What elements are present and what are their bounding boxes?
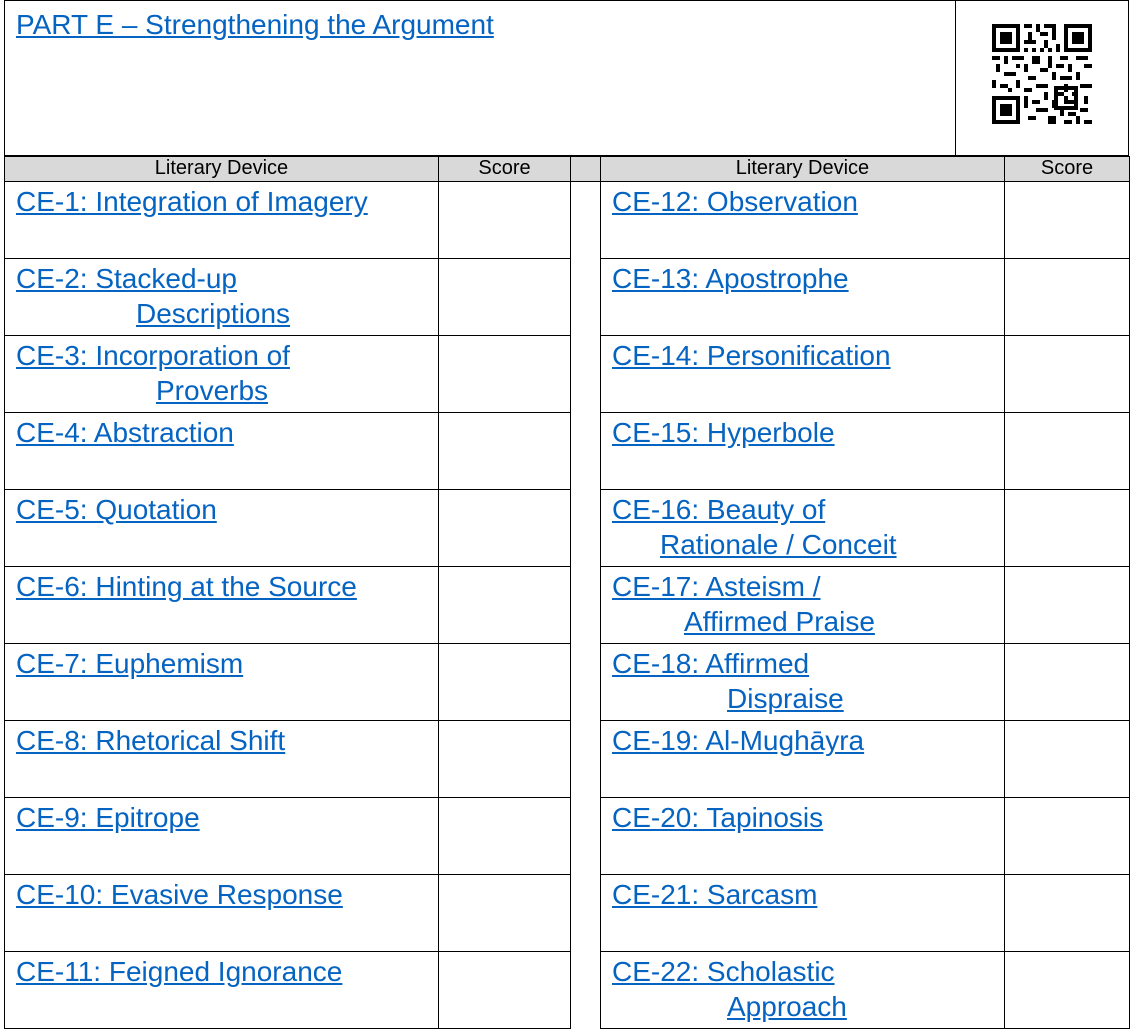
right-score-cell[interactable] <box>1005 490 1130 567</box>
right-device-cell <box>601 336 1005 413</box>
part-header <box>4 0 1129 156</box>
right-device-link[interactable]: CE-21: Sarcasm <box>612 879 818 910</box>
table-row <box>5 336 1130 413</box>
right-device-cell <box>601 259 1005 336</box>
right-device-link[interactable]: CE-17: Asteism / <box>612 571 821 602</box>
right-score-cell[interactable] <box>1005 644 1130 721</box>
right-device-link[interactable]: CE-15: Hyperbole <box>612 417 835 448</box>
table-row <box>5 721 1130 798</box>
right-score-header: Score <box>1005 157 1130 182</box>
left-score-cell[interactable] <box>439 413 571 490</box>
left-device-link[interactable]: CE-5: Quotation <box>16 494 217 525</box>
left-device-link[interactable]: CE-6: Hinting at the Source <box>16 571 357 602</box>
left-device-link[interactable]: CE-2: Stacked-up <box>16 263 237 294</box>
right-device-link-continued[interactable]: Approach <box>727 991 847 1022</box>
left-score-cell[interactable] <box>439 336 571 413</box>
left-score-cell[interactable] <box>439 490 571 567</box>
right-device-link[interactable]: CE-16: Beauty of <box>612 494 826 525</box>
left-device-cell <box>5 875 439 952</box>
literary-device-table <box>4 156 1130 1029</box>
gap-cell <box>571 798 601 875</box>
gap-cell <box>571 644 601 721</box>
right-device-cell <box>601 644 1005 721</box>
right-device-link[interactable]: CE-12: Observation <box>612 186 858 217</box>
right-score-cell[interactable] <box>1005 567 1130 644</box>
right-device-link-continued[interactable]: Affirmed Praise <box>684 606 875 637</box>
left-score-header: Score <box>439 157 571 182</box>
left-device-link[interactable]: CE-11: Feigned Ignorance <box>16 956 343 987</box>
gap-cell <box>571 567 601 644</box>
gap-cell <box>571 336 601 413</box>
right-device-link[interactable]: CE-18: Affirmed <box>612 648 810 679</box>
left-score-cell[interactable] <box>439 182 571 259</box>
gap-cell <box>571 182 601 259</box>
right-score-cell[interactable] <box>1005 336 1130 413</box>
left-device-link[interactable]: CE-7: Euphemism <box>16 648 244 679</box>
left-device-cell <box>5 259 439 336</box>
right-device-link[interactable]: CE-14: Personification <box>612 340 891 371</box>
right-score-cell[interactable] <box>1005 875 1130 952</box>
left-score-cell[interactable] <box>439 721 571 798</box>
left-score-cell[interactable] <box>439 952 571 1029</box>
left-device-cell <box>5 182 439 259</box>
right-score-cell[interactable] <box>1005 721 1130 798</box>
gap-cell <box>571 490 601 567</box>
right-device-cell <box>601 413 1005 490</box>
right-score-cell[interactable] <box>1005 182 1130 259</box>
right-device-cell <box>601 567 1005 644</box>
right-device-link[interactable]: CE-22: Scholastic <box>612 956 835 987</box>
right-score-cell[interactable] <box>1005 259 1130 336</box>
table-row <box>5 644 1130 721</box>
left-device-link[interactable]: CE-3: Incorporation of <box>16 340 290 371</box>
left-device-cell <box>5 952 439 1029</box>
right-device-cell <box>601 875 1005 952</box>
left-device-cell <box>5 644 439 721</box>
table-row <box>5 798 1130 875</box>
table-row <box>5 952 1130 1029</box>
right-device-cell <box>601 798 1005 875</box>
gap-cell <box>571 875 601 952</box>
gap-cell <box>571 413 601 490</box>
left-device-cell <box>5 567 439 644</box>
qr-cell <box>955 1 1128 155</box>
left-device-cell <box>5 490 439 567</box>
left-score-cell[interactable] <box>439 798 571 875</box>
right-device-link[interactable]: CE-13: Apostrophe <box>612 263 849 294</box>
gap-header <box>571 157 601 182</box>
left-device-link[interactable]: CE-8: Rhetorical Shift <box>16 725 286 756</box>
left-device-link[interactable]: CE-10: Evasive Response <box>16 879 343 910</box>
right-score-cell[interactable] <box>1005 798 1130 875</box>
table-row <box>5 413 1130 490</box>
table-row <box>5 182 1130 259</box>
table-row <box>5 875 1130 952</box>
right-device-cell <box>601 490 1005 567</box>
table-row <box>5 490 1130 567</box>
table-header-row <box>5 157 1130 182</box>
right-score-cell[interactable] <box>1005 413 1130 490</box>
qr-code-icon[interactable] <box>992 24 1092 124</box>
table-row <box>5 259 1130 336</box>
table-row <box>5 567 1130 644</box>
part-title-link[interactable]: PART E – Strengthening the Argument <box>16 9 494 40</box>
left-device-link-continued[interactable]: Descriptions <box>136 298 291 329</box>
right-device-cell <box>601 182 1005 259</box>
right-device-link-continued[interactable]: Rationale / Conceit <box>660 529 897 560</box>
left-score-cell[interactable] <box>439 644 571 721</box>
left-score-cell[interactable] <box>439 567 571 644</box>
left-score-cell[interactable] <box>439 259 571 336</box>
gap-cell <box>571 259 601 336</box>
left-device-cell <box>5 336 439 413</box>
worksheet <box>4 0 1129 1029</box>
right-device-cell <box>601 721 1005 798</box>
left-device-link[interactable]: CE-9: Epitrope <box>16 802 200 833</box>
left-device-cell <box>5 798 439 875</box>
right-device-link[interactable]: CE-20: Tapinosis <box>612 802 824 833</box>
left-device-cell <box>5 413 439 490</box>
left-device-link-continued[interactable]: Proverbs <box>156 375 269 406</box>
right-score-cell[interactable] <box>1005 952 1130 1029</box>
left-device-header: Literary Device <box>5 157 439 182</box>
left-device-link[interactable]: CE-1: Integration of Imagery <box>16 186 368 217</box>
gap-cell <box>571 952 601 1029</box>
right-device-header: Literary Device <box>601 157 1005 182</box>
left-device-cell <box>5 721 439 798</box>
left-device-link[interactable]: CE-4: Abstraction <box>16 417 234 448</box>
right-device-link[interactable]: CE-19: Al-Mughāyra <box>612 725 865 756</box>
right-device-cell <box>601 952 1005 1029</box>
gap-cell <box>571 721 601 798</box>
left-score-cell[interactable] <box>439 875 571 952</box>
right-device-link-continued[interactable]: Dispraise <box>727 683 844 714</box>
